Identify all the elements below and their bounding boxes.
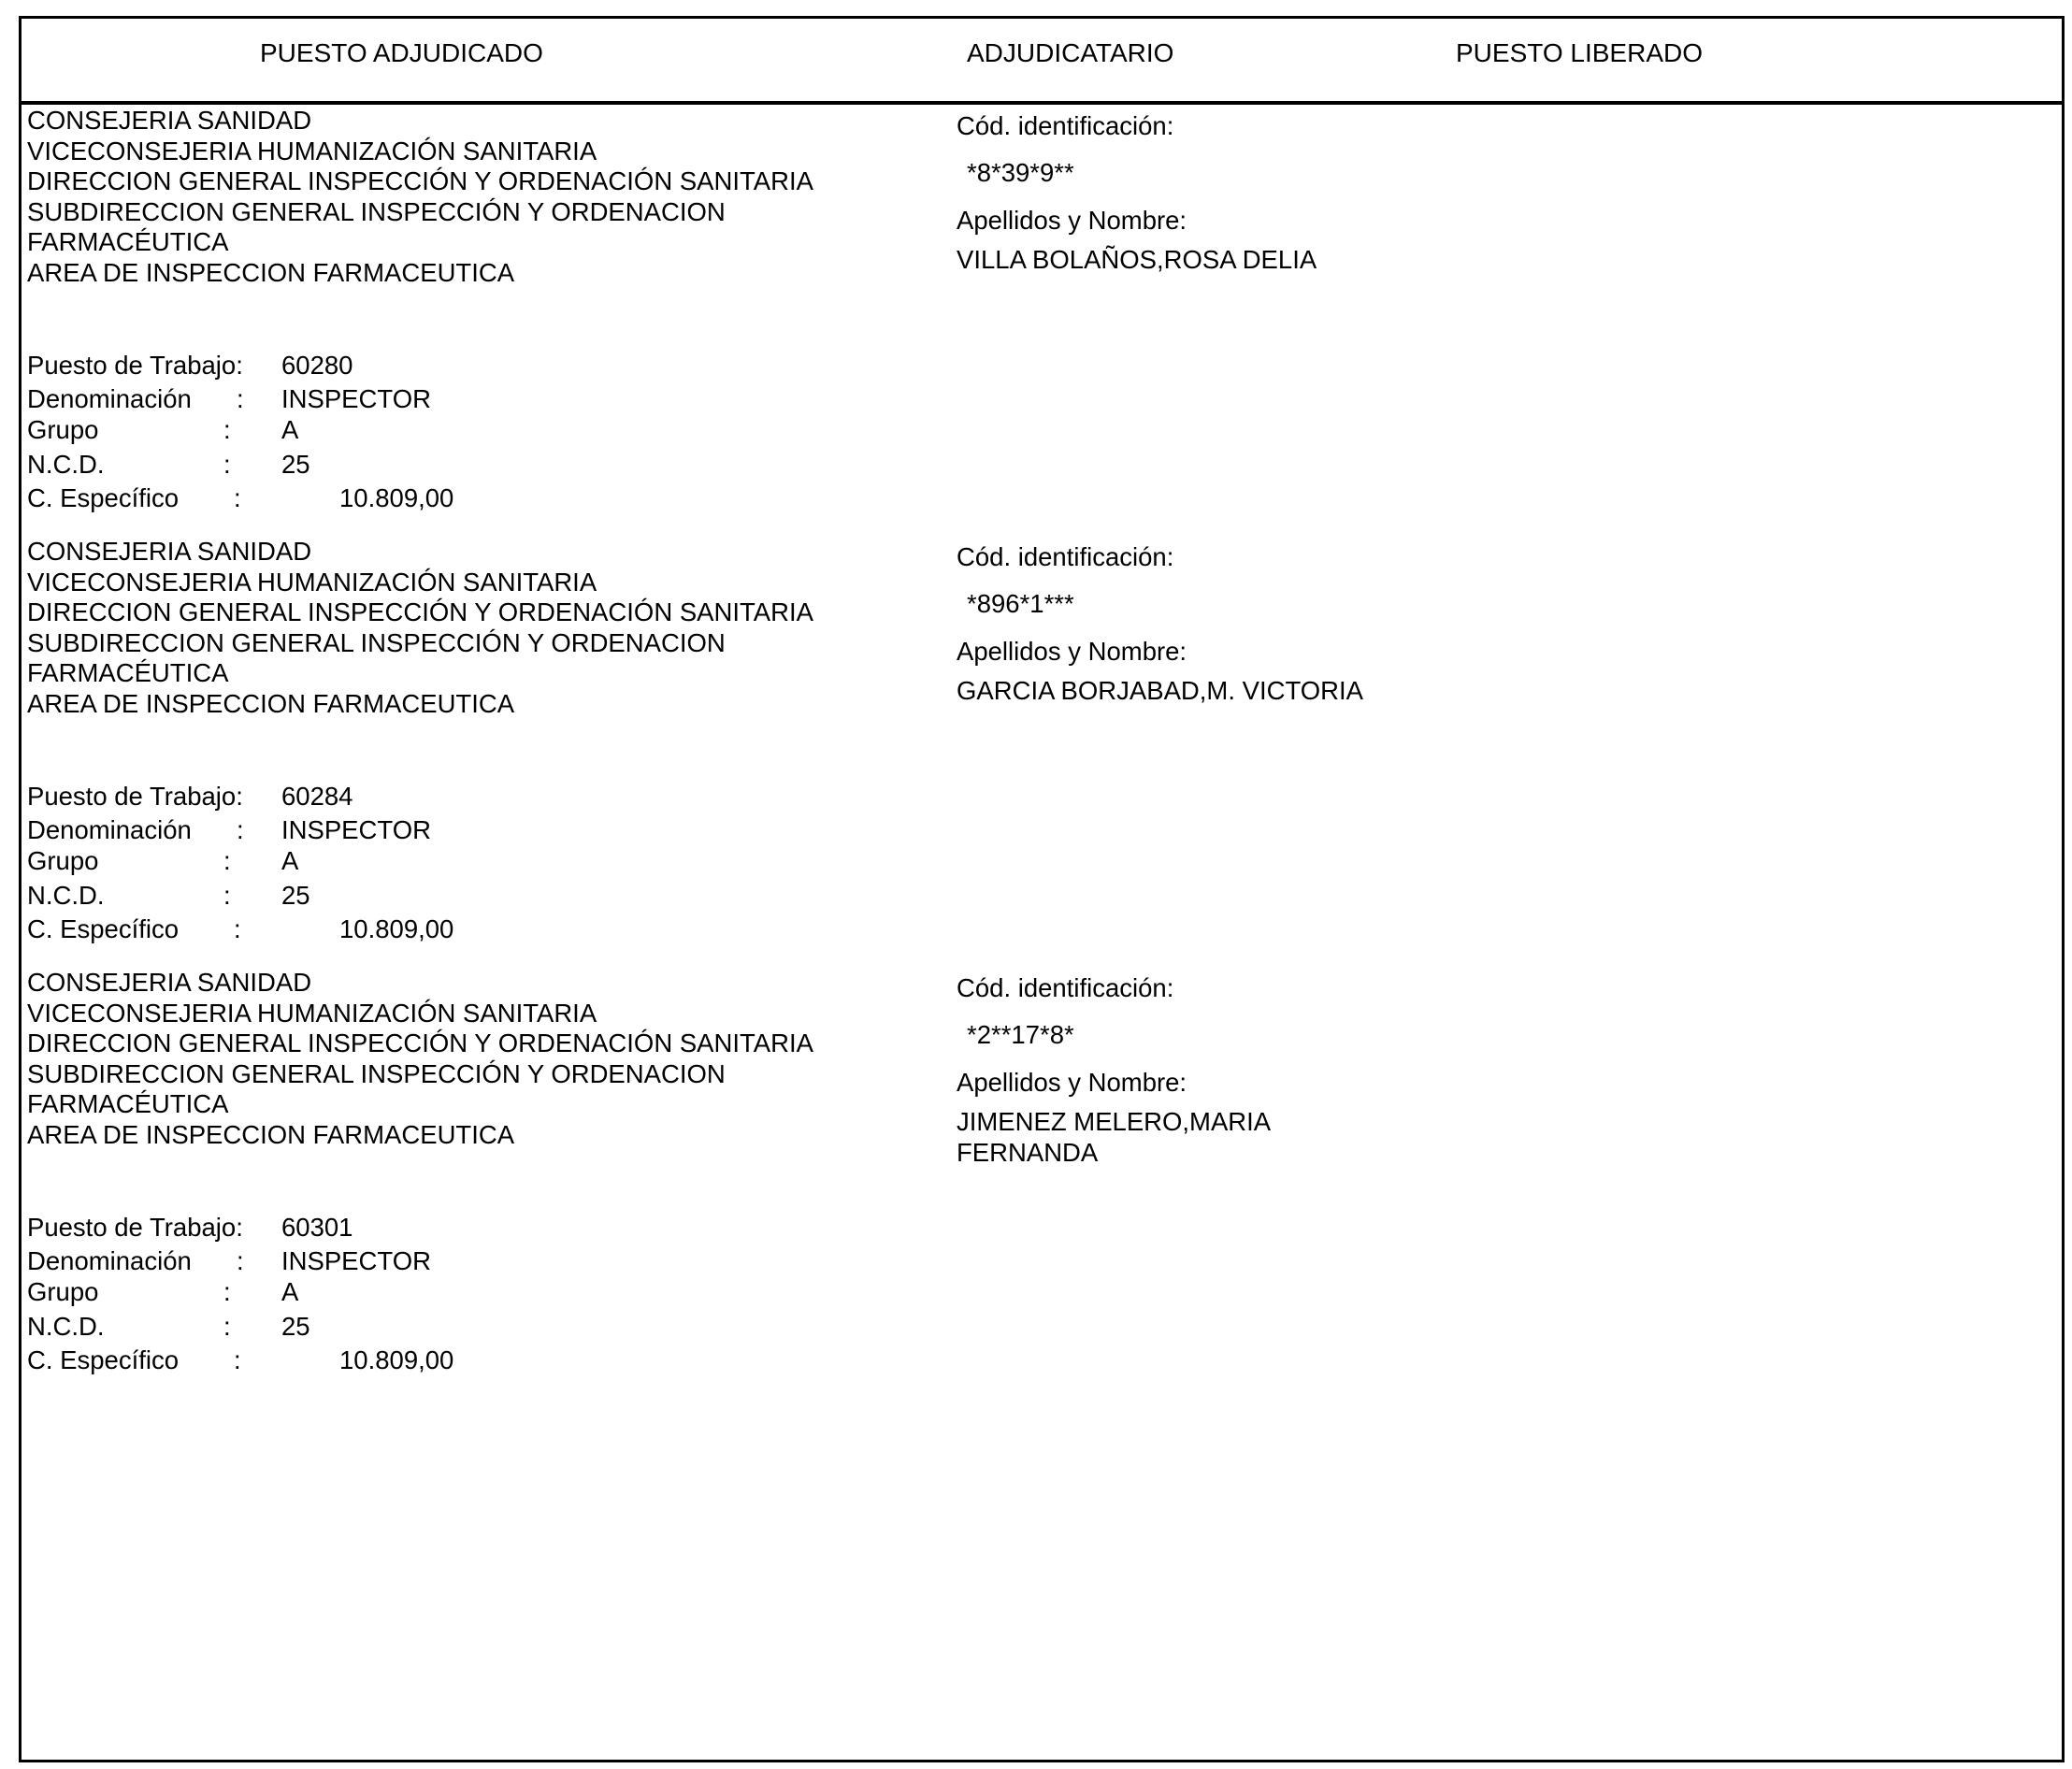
entry-row <box>22 968 2062 1398</box>
org-line: FARMACÉUTICA <box>27 1089 229 1119</box>
field-value: INSPECTOR <box>281 384 431 413</box>
org-line: DIRECCION GENERAL INSPECCIÓN Y ORDENACIÓN SANITARIA <box>27 597 813 627</box>
field-label: C. Específico <box>27 1345 180 1374</box>
field-label: Puesto de Trabajo: <box>27 1213 243 1242</box>
apellidos-nombre-value: VILLA BOLAÑOS,ROSA DELIA <box>957 245 1317 274</box>
apellidos-nombre-label: Apellidos y Nombre: <box>957 1068 1187 1097</box>
field-label: N.C.D. <box>27 450 105 479</box>
org-line: SUBDIRECCION GENERAL INSPECCIÓN Y ORDENACION <box>27 196 726 226</box>
field-label: Puesto de Trabajo: <box>27 351 243 380</box>
org-line: VICECONSEJERIA HUMANIZACIÓN SANITARIA <box>27 567 597 597</box>
field-colon: : <box>223 1312 231 1341</box>
table-header <box>22 19 2062 105</box>
field-value: 10.809,00 <box>339 914 454 943</box>
org-line: SUBDIRECCION GENERAL INSPECCIÓN Y ORDENACION <box>27 627 726 657</box>
field-value: 10.809,00 <box>339 1345 454 1374</box>
cod-identificacion-label: Cód. identificación: <box>957 111 1174 140</box>
field-colon: : <box>223 846 231 875</box>
field-colon: : <box>234 1345 241 1374</box>
org-line: AREA DE INSPECCION FARMACEUTICA <box>27 688 515 718</box>
field-value: 60284 <box>281 782 353 811</box>
org-line: VICECONSEJERIA HUMANIZACIÓN SANITARIA <box>27 998 597 1028</box>
field-value: 10.809,00 <box>339 483 454 512</box>
cod-identificacion-label: Cód. identificación: <box>957 973 1174 1002</box>
field-value: 60301 <box>281 1213 353 1242</box>
apellidos-nombre-label: Apellidos y Nombre: <box>957 637 1187 666</box>
org-line: DIRECCION GENERAL INSPECCIÓN Y ORDENACIÓN SANITARIA <box>27 166 813 196</box>
field-label: C. Específico <box>27 914 180 943</box>
cod-identificacion-value: *896*1*** <box>967 589 1074 618</box>
org-line: CONSEJERIA SANIDAD <box>27 106 312 135</box>
apellidos-nombre-value: GARCIA BORJABAD,M. VICTORIA <box>957 676 1363 705</box>
org-line: AREA DE INSPECCION FARMACEUTICA <box>27 1119 515 1149</box>
header-puesto-adjudicado: PUESTO ADJUDICADO <box>260 38 543 67</box>
field-label: Denominación <box>27 384 192 413</box>
cod-identificacion-value: *2**17*8* <box>967 1020 1074 1049</box>
field-colon: : <box>223 450 231 479</box>
org-line: DIRECCION GENERAL INSPECCIÓN Y ORDENACIÓN SANITARIA <box>27 1028 813 1058</box>
org-line: AREA DE INSPECCION FARMACEUTICA <box>27 257 515 287</box>
apellidos-nombre-value: JIMENEZ MELERO,MARIA FERNANDA <box>957 1107 1270 1167</box>
field-colon: : <box>234 483 241 512</box>
field-colon: : <box>223 881 231 910</box>
field-label: Grupo <box>27 415 99 444</box>
field-label: Denominación <box>27 1246 192 1275</box>
field-label: N.C.D. <box>27 881 105 910</box>
apellidos-nombre-label: Apellidos y Nombre: <box>957 206 1187 235</box>
field-label: N.C.D. <box>27 1312 105 1341</box>
field-colon: : <box>223 1277 231 1306</box>
entry-row <box>22 106 2062 536</box>
field-value: 25 <box>281 1312 310 1341</box>
field-label: Grupo <box>27 1277 99 1306</box>
org-line: CONSEJERIA SANIDAD <box>27 968 312 997</box>
field-colon: : <box>237 815 244 844</box>
field-colon: : <box>237 1246 244 1275</box>
field-value: A <box>281 846 299 875</box>
org-unit <box>27 968 813 1151</box>
field-label: Denominación <box>27 815 192 844</box>
field-label: C. Específico <box>27 483 180 512</box>
field-colon: : <box>223 415 231 444</box>
cod-identificacion-value: *8*39*9** <box>967 158 1074 187</box>
org-unit <box>27 537 813 720</box>
org-line: VICECONSEJERIA HUMANIZACIÓN SANITARIA <box>27 136 597 165</box>
field-label: Grupo <box>27 846 99 875</box>
cod-identificacion-label: Cód. identificación: <box>957 542 1174 571</box>
field-value: 60280 <box>281 351 353 380</box>
header-adjudicatario: ADJUDICATARIO <box>967 38 1174 67</box>
entry-row <box>22 537 2062 967</box>
field-value: 25 <box>281 450 310 479</box>
org-unit <box>27 106 813 289</box>
field-value: INSPECTOR <box>281 815 431 844</box>
org-line: SUBDIRECCION GENERAL INSPECCIÓN Y ORDENACION <box>27 1058 726 1088</box>
field-value: INSPECTOR <box>281 1246 431 1275</box>
field-colon: : <box>234 914 241 943</box>
document-table <box>19 16 2065 1762</box>
org-line: FARMACÉUTICA <box>27 227 229 257</box>
field-colon: : <box>237 384 244 413</box>
org-line: CONSEJERIA SANIDAD <box>27 537 312 566</box>
field-label: Puesto de Trabajo: <box>27 782 243 811</box>
field-value: A <box>281 415 299 444</box>
field-value: A <box>281 1277 299 1306</box>
org-line: FARMACÉUTICA <box>27 658 229 688</box>
field-value: 25 <box>281 881 310 910</box>
header-puesto-liberado: PUESTO LIBERADO <box>1456 38 1704 67</box>
